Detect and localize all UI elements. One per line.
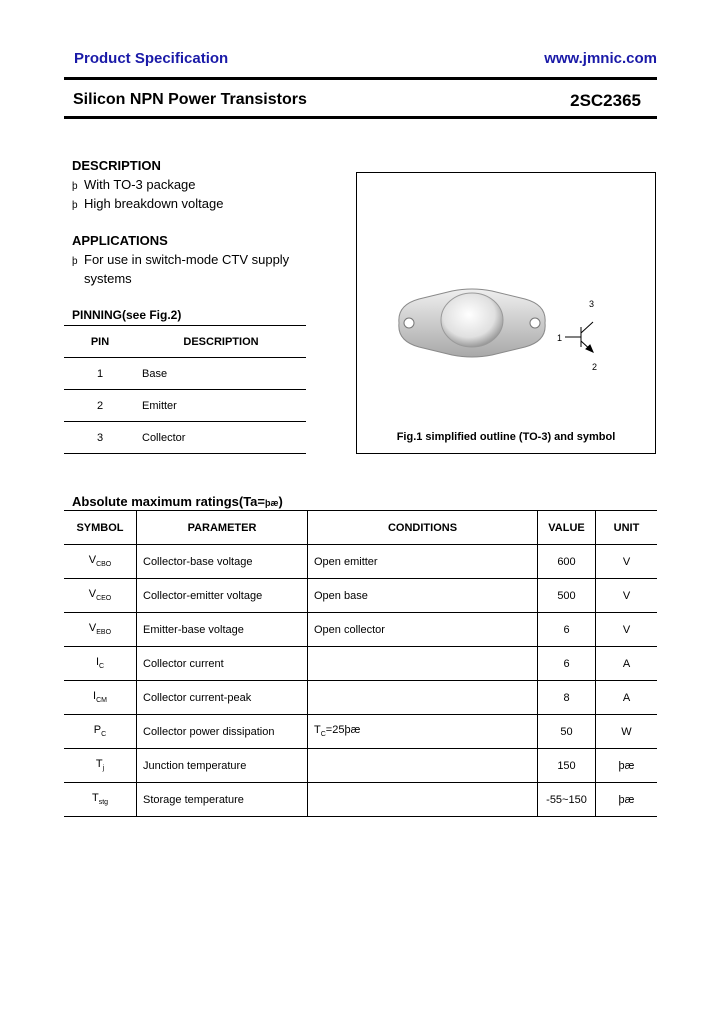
unit: þæ xyxy=(596,749,658,783)
pin-number: 2 xyxy=(64,390,136,422)
condition: Open base xyxy=(308,579,538,613)
parameter: Emitter-base voltage xyxy=(137,613,308,647)
value: 8 xyxy=(538,681,596,715)
unit: V xyxy=(596,545,658,579)
pinning-heading: PINNING(see Fig.2) xyxy=(72,308,182,322)
header-website[interactable]: www.jmnic.com xyxy=(544,50,657,67)
pin-label-2: 2 xyxy=(592,362,598,372)
description-item: þ With TO-3 package xyxy=(72,177,196,192)
table-row xyxy=(64,783,657,817)
table-row xyxy=(64,647,657,681)
table-row xyxy=(64,390,306,422)
npn-symbol xyxy=(565,322,593,352)
applications-item: þ For use in switch-mode CTV supply xyxy=(72,252,290,267)
table-row xyxy=(64,358,306,390)
pin-number: 3 xyxy=(64,422,136,454)
parameter: Collector current xyxy=(137,647,308,681)
table-header-row xyxy=(64,511,657,545)
figure-box xyxy=(356,172,656,454)
col-parameter: PARAMETER xyxy=(137,511,308,545)
pin-number: 1 xyxy=(64,358,136,390)
description-heading: DESCRIPTION xyxy=(72,158,161,173)
to3-package-illustration xyxy=(357,173,655,423)
applications-heading: APPLICATIONS xyxy=(72,233,168,248)
parameter: Collector-base voltage xyxy=(137,545,308,579)
value: 6 xyxy=(538,613,596,647)
condition: Open emitter xyxy=(308,545,538,579)
table-row xyxy=(64,579,657,613)
table-row xyxy=(64,681,657,715)
bullet-icon: þ xyxy=(72,200,78,211)
parameter: Storage temperature xyxy=(137,783,308,817)
value: -55~150 xyxy=(538,783,596,817)
part-number: 2SC2365 xyxy=(570,91,641,110)
symbol: $V_{CBO}$ xyxy=(64,545,137,579)
condition xyxy=(308,783,538,817)
ratings-heading: Absolute maximum ratings(Ta=þæ) xyxy=(72,494,283,509)
header-left: Product Specification xyxy=(74,50,229,67)
unit: W xyxy=(596,715,658,749)
page-title: Silicon NPN Power Transistors xyxy=(73,91,307,108)
table-row xyxy=(64,545,657,579)
pinning-table xyxy=(64,325,306,454)
col-symbol: SYMBOL xyxy=(64,511,137,545)
pin-description: Collector xyxy=(136,422,306,454)
value: 6 xyxy=(538,647,596,681)
unit: þæ xyxy=(596,783,658,817)
table-row xyxy=(64,613,657,647)
parameter: Collector current-peak xyxy=(137,681,308,715)
col-description: DESCRIPTION xyxy=(136,326,306,358)
symbol: $V_{CEO}$ xyxy=(64,579,137,613)
symbol: $I_{CM}$ xyxy=(64,681,137,715)
title-rule xyxy=(64,116,657,119)
parameter: Junction temperature xyxy=(137,749,308,783)
condition: $T_C=25þæ$ xyxy=(308,715,538,749)
symbol: $T_{stg}$ xyxy=(64,783,137,817)
unit: V xyxy=(596,579,658,613)
pin-label-1: 1 xyxy=(557,333,563,343)
col-value: VALUE xyxy=(538,511,596,545)
parameter: Collector-emitter voltage xyxy=(137,579,308,613)
mount-hole xyxy=(404,318,414,328)
value: 500 xyxy=(538,579,596,613)
pin-description: Base xyxy=(136,358,306,390)
symbol: $T_j$ xyxy=(64,749,137,783)
table-row xyxy=(64,749,657,783)
unit: A xyxy=(596,681,658,715)
description-item: þ High breakdown voltage xyxy=(72,196,224,211)
cap-shape xyxy=(441,293,503,347)
header-rule xyxy=(64,77,657,80)
symbol: $V_{EBO}$ xyxy=(64,613,137,647)
bullet-icon: þ xyxy=(72,256,78,267)
table-header-row xyxy=(64,326,306,358)
bullet-icon: þ xyxy=(72,181,78,192)
col-conditions: CONDITIONS xyxy=(308,511,538,545)
applications-item-cont: systems xyxy=(84,271,132,286)
mount-hole xyxy=(530,318,540,328)
col-pin: PIN xyxy=(64,326,136,358)
symbol: $I_C$ xyxy=(64,647,137,681)
table-row xyxy=(64,715,657,749)
unit: A xyxy=(596,647,658,681)
condition xyxy=(308,749,538,783)
condition xyxy=(308,681,538,715)
value: 50 xyxy=(538,715,596,749)
ratings-table xyxy=(64,510,657,817)
pin-description: Emitter xyxy=(136,390,306,422)
condition xyxy=(308,647,538,681)
unit: V xyxy=(596,613,658,647)
col-unit: UNIT xyxy=(596,511,658,545)
parameter: Collector power dissipation xyxy=(137,715,308,749)
table-row xyxy=(64,422,306,454)
symbol: $P_C$ xyxy=(64,715,137,749)
condition: Open collector xyxy=(308,613,538,647)
pin-label-3: 3 xyxy=(589,299,595,309)
value: 150 xyxy=(538,749,596,783)
value: 600 xyxy=(538,545,596,579)
figure-caption: Fig.1 simplified outline (TO-3) and symbol xyxy=(396,431,616,443)
